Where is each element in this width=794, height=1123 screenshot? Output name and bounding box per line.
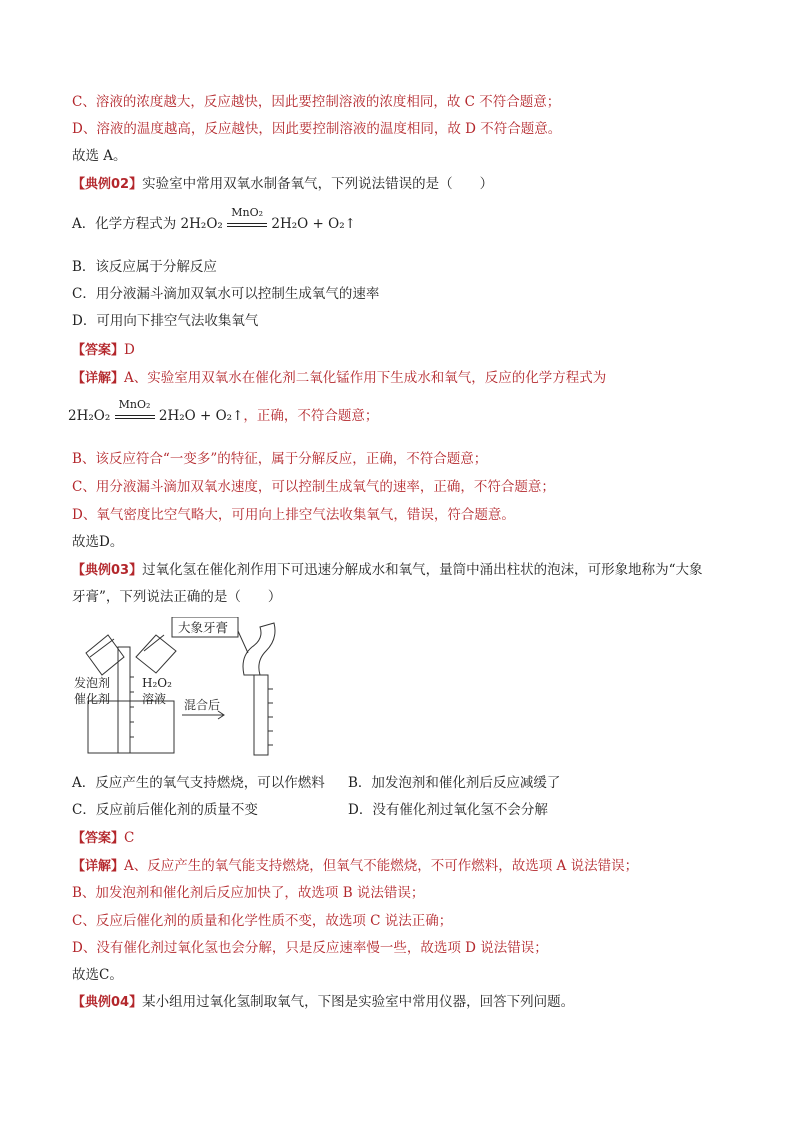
option-d: D．可用向下排空气法收集氧气 <box>72 313 259 329</box>
text-line: 故选 A。 <box>72 148 127 164</box>
equation-catalyst: MnO₂ <box>118 397 151 411</box>
detail-text: A、反应产生的氧气能支持燃烧，但氧气不能燃烧，不可作燃料，故选项 A 说法错误； <box>124 858 639 874</box>
option-d: D．没有催化剂过氧化氢不会分解 <box>348 802 548 818</box>
question-text: 实验室中常用双氧水制备氧气，下列说法错误的是（ ） <box>142 176 494 192</box>
detail-tag: 【详解】 <box>72 371 125 386</box>
text-line: 故选D。 <box>72 534 124 550</box>
detail-equation <box>68 397 379 427</box>
text-line: 故选C。 <box>72 967 123 983</box>
equation-arrow <box>227 205 267 235</box>
detail-line: B、该反应符合“一变多”的特征，属于分解反应，正确，不符合题意； <box>72 451 488 467</box>
label-toothpaste: 大象牙膏 <box>178 620 229 635</box>
text-line: C、溶液的浓度越大，反应越快，因此要控制溶液的浓度相同，故 C 不符合题意； <box>72 94 561 110</box>
label-h2o2: H₂O₂ <box>142 676 172 690</box>
example-tag: 【典例03】 <box>72 563 143 578</box>
detail-text: ，正确，不符合题意； <box>243 408 379 424</box>
label-mix: 混合后 <box>184 698 221 712</box>
option-b: B．加发泡剂和催化剂后反应减缓了 <box>348 775 561 791</box>
label-catalyst: 催化剂 <box>74 692 111 706</box>
answer-tag: 【答案】 <box>72 831 125 846</box>
example-04-question <box>72 992 574 1013</box>
detail-line: B、加发泡剂和催化剂后反应加快了，故选项 B 说法错误； <box>72 885 425 901</box>
equation-rhs: 2H₂O + O₂↑ <box>271 216 356 232</box>
answer-line <box>72 340 135 361</box>
label-foam: 发泡剂 <box>74 676 111 690</box>
equation-arrow <box>115 397 155 427</box>
answer-value: D <box>124 342 135 358</box>
detail-line: C、反应后催化剂的质量和化学性质不变，故选项 C 说法正确； <box>72 913 453 929</box>
detail-line: D、没有催化剂过氧化氢也会分解，只是反应速率慢一些，故选项 D 说法错误； <box>72 940 548 956</box>
question-text: 某小组用过氧化氢制取氧气，下图是实验室中常用仪器，回答下列问题。 <box>142 994 575 1010</box>
equation-catalyst: MnO₂ <box>231 205 263 219</box>
text-line: D、溶液的温度越高，反应越快，因此要控制溶液的温度相同，故 D 不符合题意。 <box>72 121 562 137</box>
equation-lhs: 2H₂O₂ <box>180 216 223 232</box>
answer-value: C <box>124 830 135 846</box>
example-02-question <box>72 174 493 195</box>
option-text: A．化学方程式为 <box>72 216 177 232</box>
detail-line <box>72 856 638 877</box>
equation-rhs: 2H₂O + O₂↑ <box>158 408 244 424</box>
example-tag: 【典例04】 <box>72 995 143 1010</box>
detail-tag: 【详解】 <box>72 859 125 874</box>
option-c: C．反应前后催化剂的质量不变 <box>72 802 258 818</box>
question-text: 牙膏”，下列说法正确的是（ ） <box>72 589 282 605</box>
detail-text: A、实验室用双氧水在催化剂二氧化锰作用下生成水和氧气，反应的化学方程式为 <box>124 370 607 386</box>
detail-line: D、氧气密度比空气略大，可用向上排空气法收集氧气，错误，符合题意。 <box>72 507 515 523</box>
detail-line <box>72 368 606 389</box>
answer-line <box>72 828 134 849</box>
elephant-toothpaste-diagram <box>72 617 332 761</box>
answer-tag: 【答案】 <box>72 343 125 358</box>
example-03-question <box>72 560 703 581</box>
option-a: A．反应产生的氧气支持燃烧，可以作燃料 <box>72 775 325 791</box>
option-a <box>72 205 356 235</box>
question-text: 过氧化氢在催化剂作用下可迅速分解成水和氧气，量筒中涌出柱状的泡沫，可形象地称为“大象 <box>142 562 703 578</box>
example-tag: 【典例02】 <box>72 177 143 192</box>
experiment-illustration <box>72 617 332 757</box>
label-solution: 溶液 <box>142 692 167 706</box>
option-c: C．用分液漏斗滴加双氧水可以控制生成氧气的速率 <box>72 286 380 302</box>
option-b: B．该反应属于分解反应 <box>72 259 217 275</box>
equation-lhs: 2H₂O₂ <box>68 408 111 424</box>
detail-line: C、用分液漏斗滴加双氧水速度，可以控制生成氧气的速率，正确，不符合题意； <box>72 479 555 495</box>
